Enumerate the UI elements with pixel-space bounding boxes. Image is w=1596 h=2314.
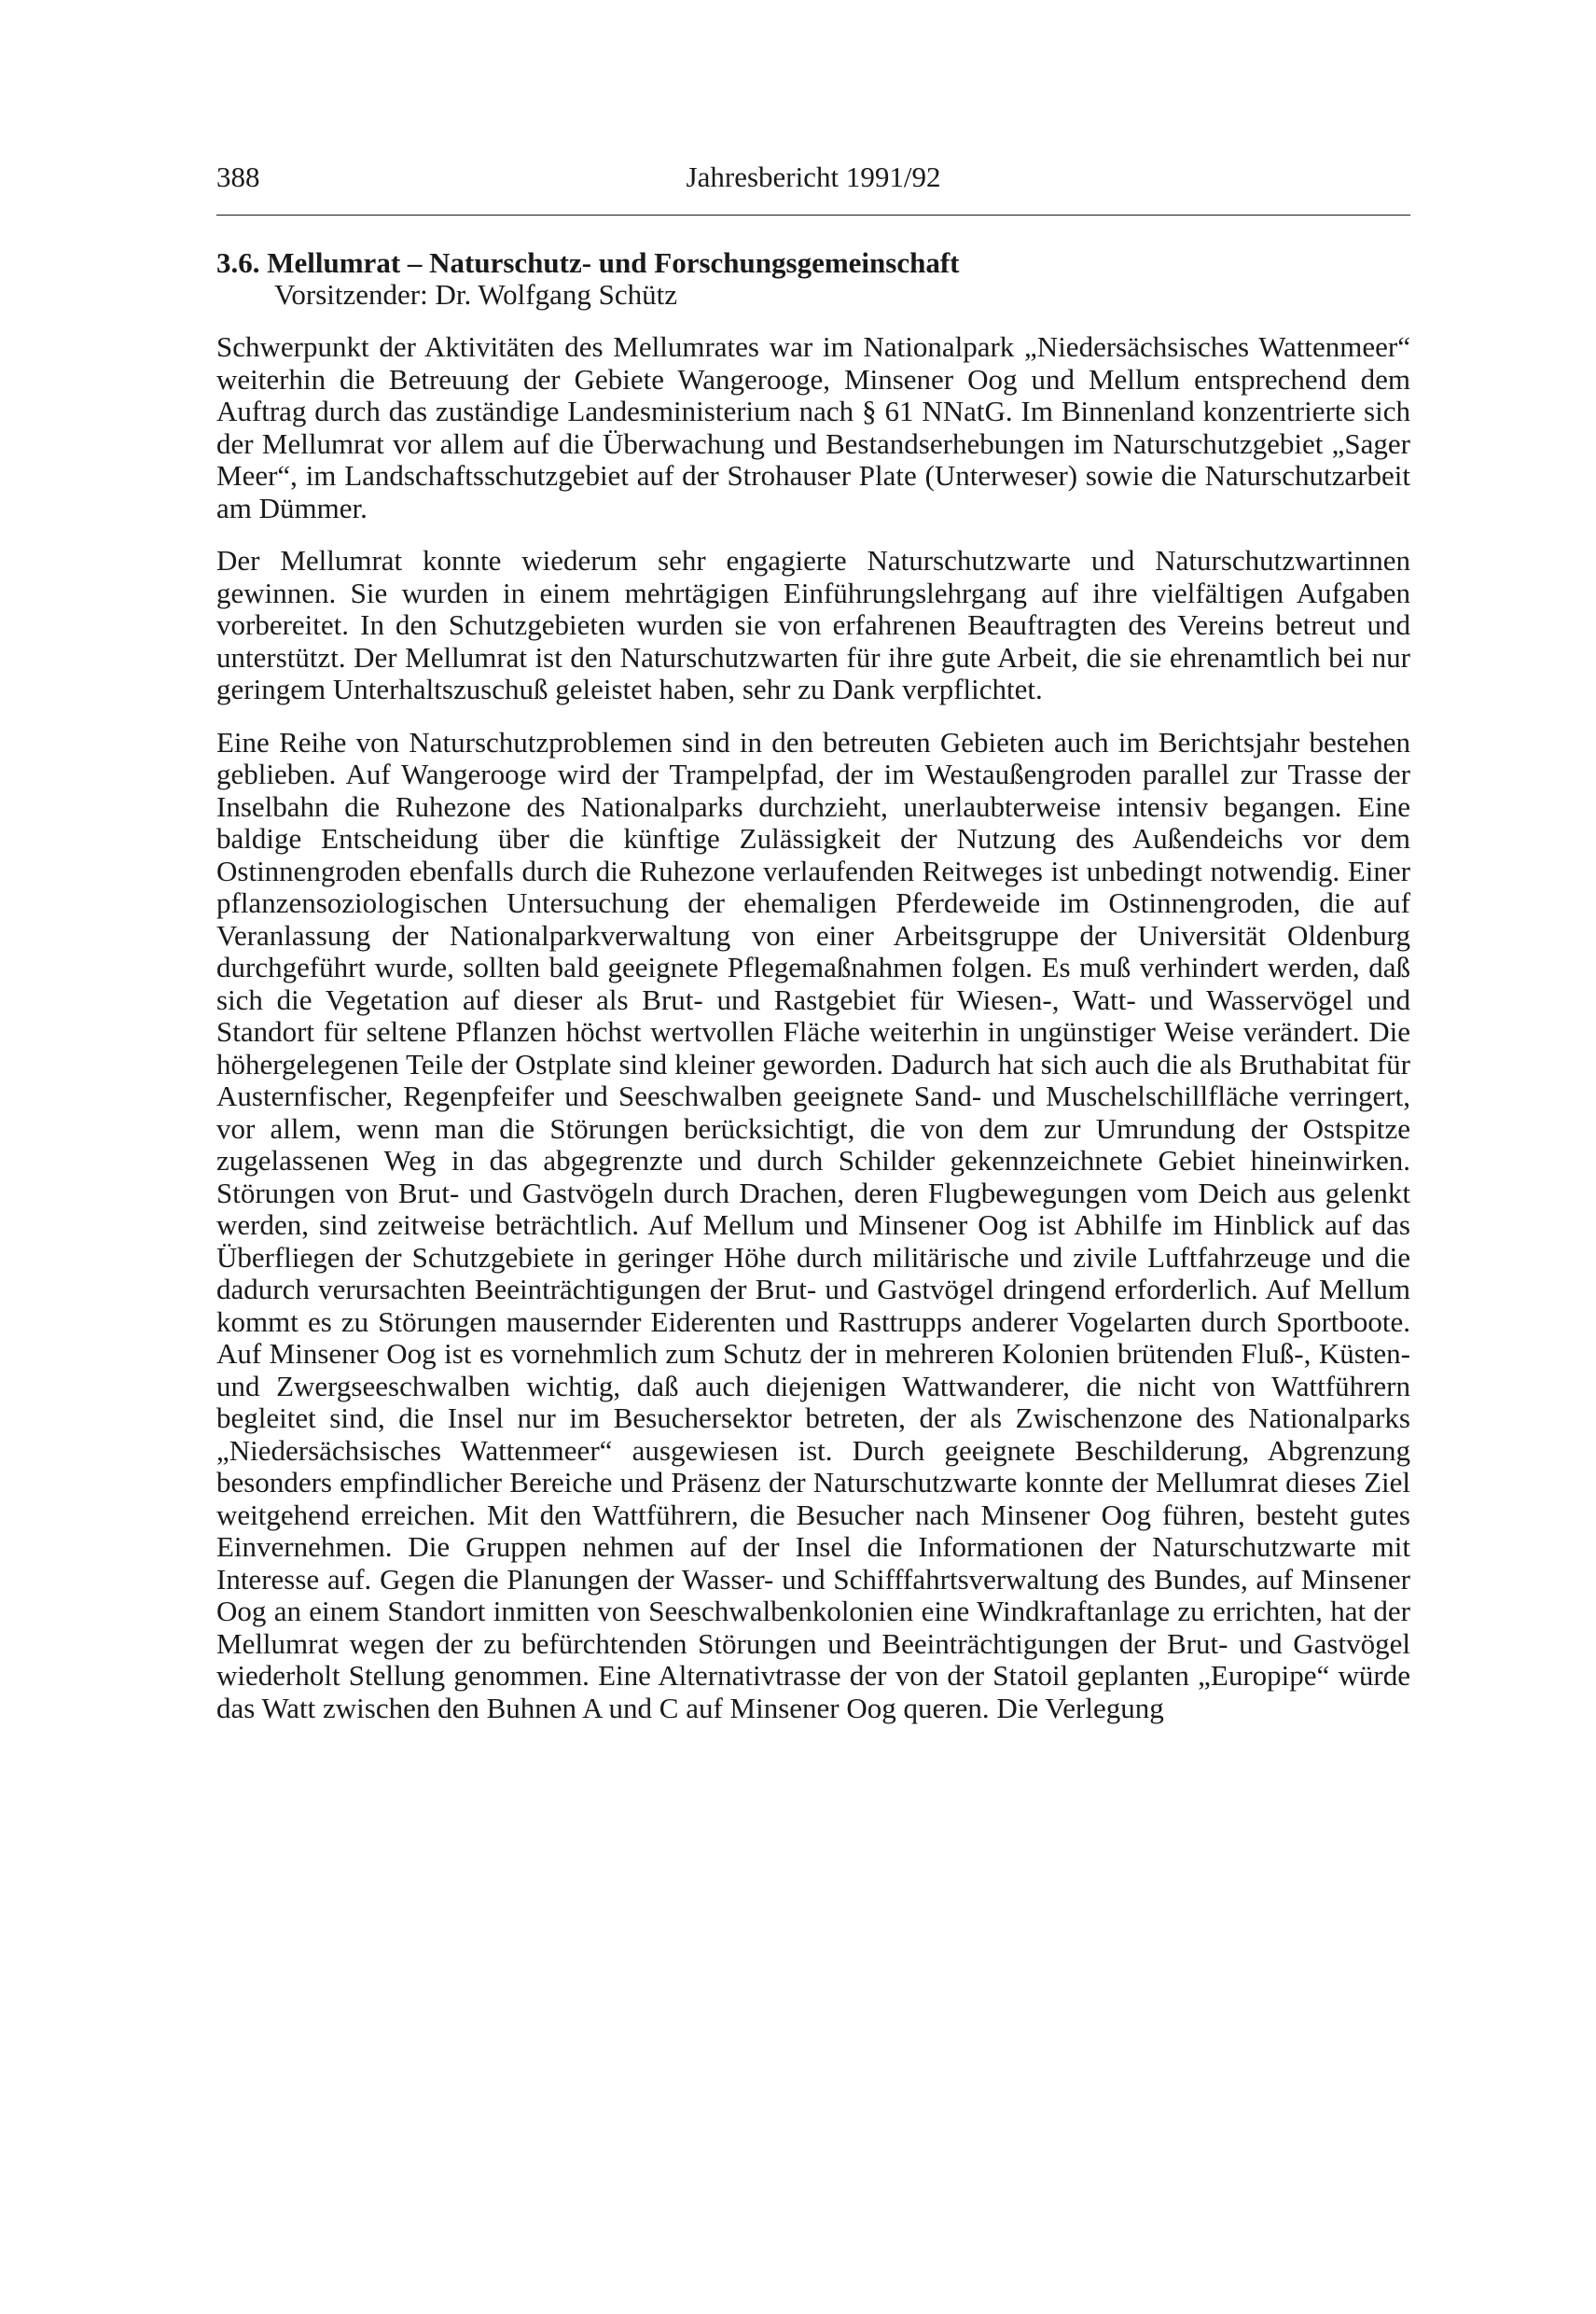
section-chair: Vorsitzender: Dr. Wolfgang Schütz	[274, 278, 678, 311]
header-rule	[216, 215, 1410, 216]
section-heading: 3.6. Mellumrat – Naturschutz- und Forschungsgemeinschaft	[216, 246, 960, 279]
running-header	[216, 159, 1410, 200]
body-paragraph-2: Der Mellumrat konnte wiederum sehr engagierte Naturschutzwarte und Naturschutzwartinnen gewinnen. Sie wurden in einem mehrtägigen Einführungslehrgang auf ihre vielfältigen Aufgaben vorbereitet. In den Schutzgebieten wurden sie von erfahrenen Beauftragten des Vereins betreut und unterstützt. Der Mellumrat ist den Naturschutzwarten für ihre gute Arbeit, die sie ehrenamtlich bei nur geringem Unterhaltszuschuß geleistet haben, sehr zu Dank verpflichtet.	[216, 544, 1410, 705]
running-header-title: Jahresbericht 1991/92	[686, 160, 941, 193]
body-paragraph-1: Schwerpunkt der Aktivitäten des Mellumrates war im Nationalpark „Niedersächsisches Wattenmeer“ weiterhin die Betreuung der Gebiete Wangerooge, Minsener Oog und Mellum entsprechend dem Auftrag durch das zuständige Landesministerium nach § 61 NNatG. Im Binnenland konzentrierte sich der Mellumrat vor allem auf die Überwachung und Bestandserhebungen im Naturschutzgebiet „Sager Meer“, im Landschaftsschutzgebiet auf der Strohauser Plate (Unterweser) sowie die Naturschutzarbeit am Dümmer.	[216, 330, 1410, 524]
page-number: 388	[216, 160, 260, 193]
body-paragraph-3: Eine Reihe von Naturschutzproblemen sind in den betreuten Gebieten auch im Berichtsjahr bestehen geblieben. Auf Wangerooge wird der Trampelpfad, der im Westaußengroden parallel zur Trasse der Inselbahn die Ruhezone des Nationalparks durchzieht, unerlaubterweise intensiv begangen. Eine baldige Entscheidung über die künftige Zulässigkeit der Nutzung des Außendeichs vor dem Ostinnengroden ebenfalls durch die Ruhezone verlaufenden Reitweges ist unbedingt notwendig. Einer pflanzensoziologischen Untersuchung der ehemaligen Pferdeweide im Ostinnengroden, die auf Veranlassung der Nationalparkverwaltung von einer Arbeitsgruppe der Universität Oldenburg durchgeführt wurde, sollten bald geeignete Pflegemaßnahmen folgen. Es muß verhindert werden, daß sich die Vegetation auf dieser als Brut- und Rastgebiet für Wiesen-, Watt- und Wasservögel und Standort für seltene Pflanzen höchst wertvollen Fläche weiterhin in ungünstiger Weise verändert. Die höhergelegenen Teile der Ostplate sind kleiner geworden. Dadurch hat sich auch die als Bruthabitat für Austernfischer, Regenpfeifer und Seeschwalben geeignete Sand- und Muschelschillfläche verringert, vor allem, wenn man die Störungen berücksichtigt, die von dem zur Umrundung der Ostspitze zugelassenen Weg in das abgegrenzte und durch Schilder gekennzeichnete Gebiet hineinwirken. Störungen von Brut- und Gastvögeln durch Drachen, deren Flugbewegungen vom Deich aus gelenkt werden, sind zeitweise beträchtlich. Auf Mellum und Minsener Oog ist Abhilfe im Hinblick auf das Überfliegen der Schutzgebiete in geringer Höhe durch militärische und zivile Luftfahrzeuge und die dadurch verursachten Beeinträchtigungen der Brut- und Gastvögel dringend erforderlich. Auf Mellum kommt es zu Störungen mausernder Eiderenten und Rasttrupps anderer Vogelarten durch Sportboote. Auf Minsener Oog ist es vornehmlich zum Schutz der in mehreren Kolonien brütenden Fluß-, Küsten- und Zwergseeschwalben wichtig, daß auch diejenigen Wattwanderer, die nicht von Wattführern begleitet sind, die Insel nur im Besuchersektor betreten, der als Zwischenzone des Nationalparks „Niedersächsisches Wattenmeer“ ausgewiesen ist. Durch geeignete Beschilderung, Abgrenzung besonders empfindlicher Bereiche und Präsenz der Naturschutzwarte konnte der Mellumrat dieses Ziel weitgehend erreichen. Mit den Wattführern, die Besucher nach Minsener Oog führen, besteht gutes Einvernehmen. Die Gruppen nehmen auf der Insel die Informationen der Naturschutzwarte mit Interesse auf. Gegen die Planungen der Wasser- und Schifffahrtsverwaltung des Bundes, auf Minsener Oog an einem Standort inmitten von Seeschwalbenkolonien eine Windkraftanlage zu errichten, hat der Mellumrat wegen der zu befürchtenden Störungen und Beeinträchtigungen der Brut- und Gastvögel wiederholt Stellung genommen. Eine Alternativtrasse der von der Statoil geplanten „Europipe“ würde das Watt zwischen den Buhnen A und C auf Minsener Oog queren. Die Verlegung	[216, 725, 1410, 1724]
page-content	[216, 159, 1410, 1724]
